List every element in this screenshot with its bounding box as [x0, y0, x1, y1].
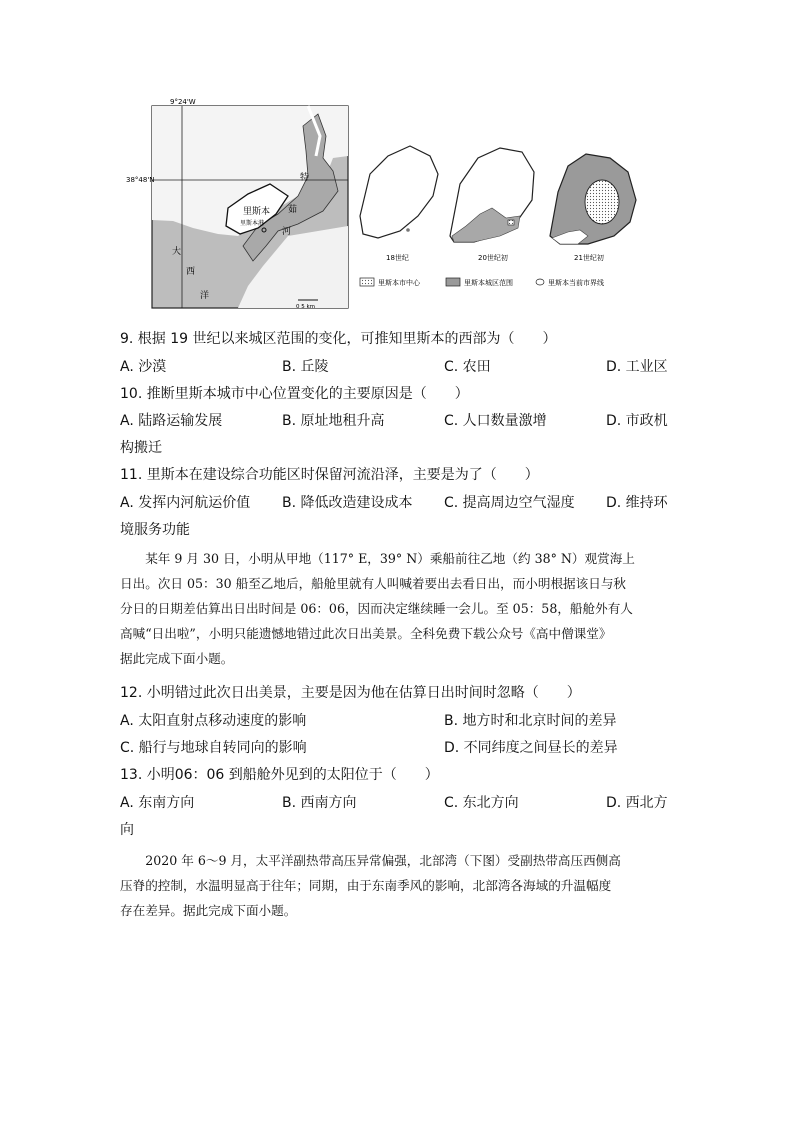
- passage-line: 分日的日期差估算出日出时间是 06：06，因而决定继续睡一会儿。至 05：58，船舱外有人: [120, 601, 633, 616]
- passage-line: 高喊“日出啦”，小明只能遗憾地错过此次日出美景。全科免费下载公众号《高中僧课堂》: [120, 626, 612, 641]
- q10-option-d: D. 市政机: [606, 413, 668, 429]
- stage-18th-century: [360, 146, 438, 262]
- port-label: 里斯本港: [240, 220, 265, 227]
- legend-center: 里斯本市中心: [378, 279, 420, 287]
- passage-sunrise: [120, 546, 676, 671]
- passage-line: 2020 年 6～9 月，太平洋副热带高压异常偏强，北部湾（下图）受副热带高压西侧高: [120, 853, 621, 868]
- question-10-stem: 10. 推断里斯本城市中心位置变化的主要原因是（ ）: [120, 386, 469, 402]
- question-12-stem: 12. 小明错过此次日出美景，主要是因为他在估算日出时间时忽略（ ）: [120, 685, 581, 701]
- q12-option-c: C. 船行与地球自转同向的影响: [120, 740, 307, 756]
- ocean-char-3: 洋: [200, 291, 210, 301]
- question-11-stem: 11. 里斯本在建设综合功能区时保留河流沿泽，主要是为了（ ）: [120, 467, 539, 483]
- q10-option-c: C. 人口数量激增: [444, 413, 547, 429]
- stage-21st-century: [550, 154, 636, 262]
- q13-option-d-wrap: 向: [120, 822, 134, 838]
- legend-urban-area: 里斯本城区范围: [464, 279, 513, 287]
- passage-beibu-gulf: [120, 848, 676, 923]
- q10-option-a: A. 陆路运输发展: [120, 413, 223, 429]
- river-char-2: 茹: [288, 205, 298, 215]
- q12-option-a: A. 太阳直射点移动速度的影响: [120, 713, 307, 729]
- q11-option-b: B. 降低改造建设成本: [282, 495, 413, 511]
- passage-line: 据此完成下面小题。: [120, 651, 234, 666]
- question-9-stem: 9. 根据 19 世纪以来城区范围的变化，可推知里斯本的西部为（ ）: [120, 331, 557, 347]
- location-map: [126, 98, 348, 310]
- q12-option-d: D. 不同纬度之间昼长的差异: [444, 740, 618, 756]
- stage-label-18: 18世纪: [386, 254, 409, 262]
- river-char-1: 特: [300, 173, 310, 183]
- question-13-stem: 13. 小明06：06 到船舱外见到的太阳位于（ ）: [120, 767, 439, 783]
- stage-label-21: 21世纪初: [574, 254, 604, 262]
- q9-option-d: D. 工业区: [606, 359, 668, 375]
- passage-line: 压脊的控制，水温明显高于往年；同期，由于东南季风的影响，北部湾各海域的升温幅度: [120, 878, 612, 893]
- q10-option-d-wrap: 构搬迁: [120, 440, 162, 456]
- q9-option-a: A. 沙漠: [120, 359, 167, 375]
- stage-label-20: 20世纪初: [478, 254, 508, 262]
- q11-option-d-wrap: 境服务功能: [120, 522, 190, 538]
- q9-option-b: B. 丘陵: [282, 359, 329, 375]
- q11-option-d: D. 维持环: [606, 495, 668, 511]
- svg-text:0 5 km: 0 5 km: [296, 304, 316, 310]
- passage-line: 某年 9 月 30 日，小明从甲地（117° E，39° N）乘船前往乙地（约 38° N）观赏海上: [120, 551, 635, 566]
- lisbon-figure: [126, 96, 658, 318]
- ocean-char-2: 西: [186, 267, 196, 277]
- latitude-label: 38°48'N: [126, 176, 155, 184]
- q10-option-b: B. 原址地租升高: [282, 413, 385, 429]
- q9-option-c: C. 农田: [444, 359, 491, 375]
- city-label: 里斯本: [243, 207, 271, 217]
- q13-option-c: C. 东北方向: [444, 795, 519, 811]
- ocean-char-1: 大: [172, 247, 182, 257]
- q12-option-b: B. 地方时和北京时间的差异: [444, 713, 617, 729]
- legend: [360, 278, 604, 287]
- q13-option-b: B. 西南方向: [282, 795, 357, 811]
- passage-line: 日出。次日 05：30 船至乙地后，船舱里就有人叫喊着要出去看日出，而小明根据该日与秋: [120, 576, 627, 591]
- legend-boundary: 里斯本当前市界线: [548, 279, 604, 287]
- longitude-label: 9°24'W: [170, 98, 196, 106]
- river-char-3: 河: [282, 227, 292, 237]
- stage-20th-century: [450, 148, 534, 262]
- q13-option-a: A. 东南方向: [120, 795, 195, 811]
- passage-line: 存在差异。据此完成下面小题。: [120, 903, 297, 918]
- q11-option-a: A. 发挥内河航运价值: [120, 495, 251, 511]
- q11-option-c: C. 提高周边空气湿度: [444, 495, 575, 511]
- q13-option-d: D. 西北方: [606, 795, 668, 811]
